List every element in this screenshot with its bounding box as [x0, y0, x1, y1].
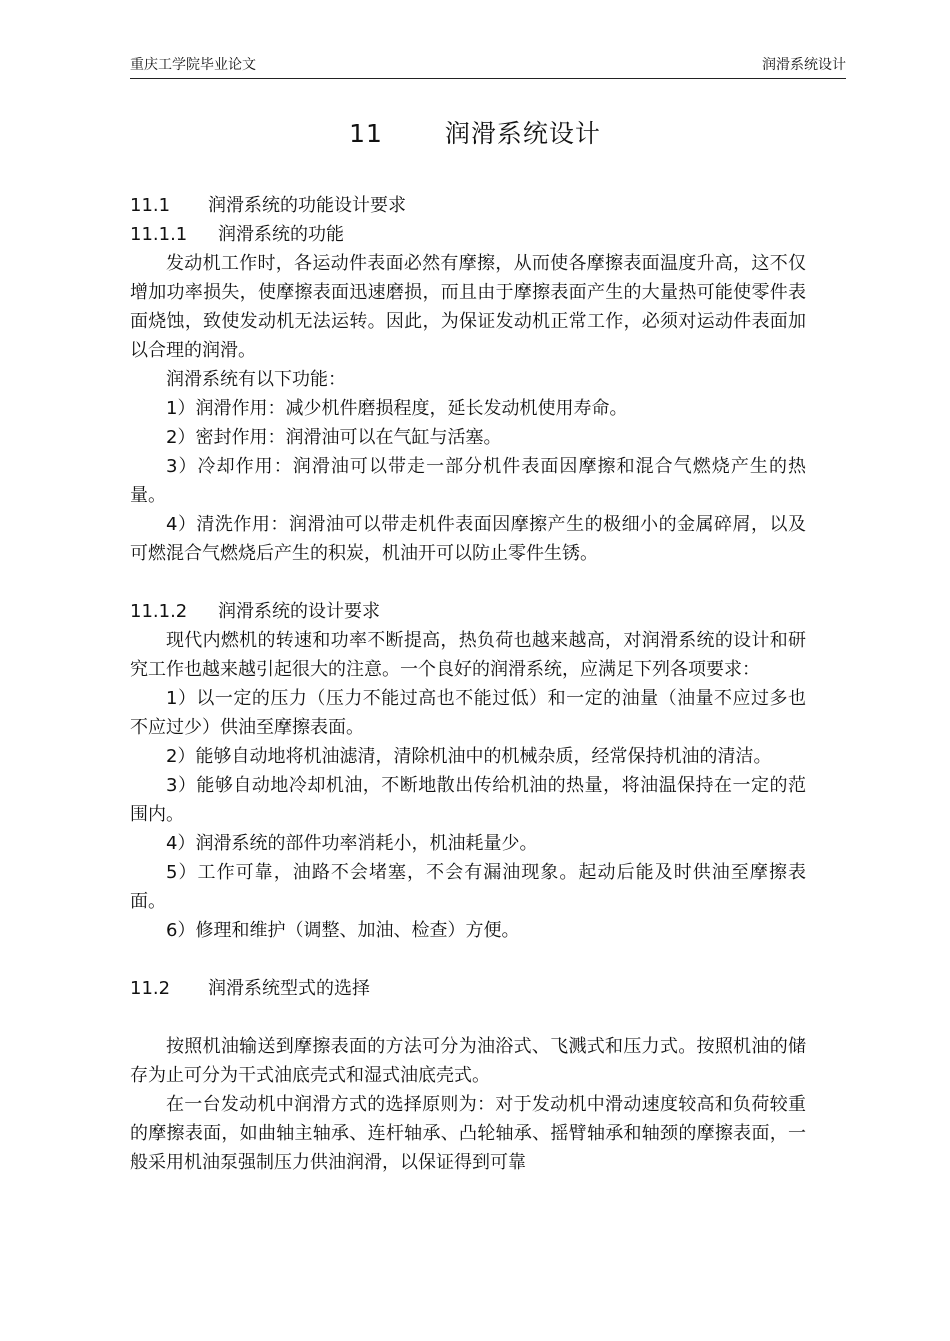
paragraph: 现代内燃机的转速和功率不断提高，热负荷也越来越高，对润滑系统的设计和研究工作也越来越引起很大的注意。一个良好的润滑系统，应满足下列各项要求：	[130, 630, 806, 680]
header-right-text: 润滑系统设计	[762, 57, 846, 73]
list-item: 4）清洗作用：润滑油可以带走机件表面因摩擦产生的极细小的金属碎屑，以及可燃混合气燃烧后产生的积炭，机油开可以防止零件生锈。	[130, 514, 806, 564]
list-item: 1）润滑作用：减少机件磨损程度，延长发动机使用寿命。	[166, 398, 628, 419]
list-item: 4）润滑系统的部件功率消耗小，机油耗量少。	[166, 833, 538, 854]
list-item: 3）冷却作用：润滑油可以带走一部分机件表面因摩擦和混合气燃烧产生的热量。	[130, 456, 806, 506]
subsection-number: 11.1.2	[130, 601, 188, 622]
spacer	[130, 945, 806, 974]
section-number: 11.1	[130, 195, 171, 216]
section-number: 11.2	[130, 978, 171, 999]
subsection-heading-11-1-1	[130, 220, 806, 249]
list-item: 3）能够自动地冷却机油，不断地散出传给机油的热量，将油温保持在一定的范围内。	[130, 775, 806, 825]
paragraph: 润滑系统有以下功能：	[166, 369, 346, 390]
subsection-title: 润滑系统的设计要求	[218, 601, 380, 622]
chapter-number: 11	[349, 119, 383, 148]
list-item: 6）修理和维护（调整、加油、检查）方便。	[166, 920, 520, 941]
body-content	[130, 191, 806, 1177]
list-item: 5）工作可靠，油路不会堵塞，不会有漏油现象。起动后能及时供油至摩擦表面。	[130, 862, 806, 912]
list-item: 1）以一定的压力（压力不能过高也不能过低）和一定的油量（油量不应过多也不应过少）供油至摩擦表面。	[130, 688, 806, 738]
paragraph: 按照机油输送到摩擦表面的方法可分为油浴式、飞溅式和压力式。按照机油的储存为止可分为干式油底壳式和湿式油底壳式。	[130, 1036, 806, 1086]
header-left-text: 重庆工学院毕业论文	[130, 57, 256, 73]
chapter-title-text: 润滑系统设计	[444, 119, 601, 148]
list-item: 2）密封作用：润滑油可以在气缸与活塞。	[166, 427, 502, 448]
paragraph: 发动机工作时，各运动件表面必然有摩擦，从而使各摩擦表面温度升高，这不仅增加功率损失，使摩擦表面迅速磨损，而且由于摩擦表面产生的大量热可能使零件表面烧蚀，致使发动机无法运转。因此，为保证发动机正常工作，必须对运动件表面加以合理的润滑。	[130, 253, 806, 361]
subsection-heading-11-1-2	[130, 597, 806, 626]
section-title: 润滑系统的功能设计要求	[208, 195, 406, 216]
subsection-title: 润滑系统的功能	[218, 224, 344, 245]
list-item: 2）能够自动地将机油滤清，清除机油中的机械杂质，经常保持机油的清洁。	[166, 746, 772, 767]
chapter-title	[0, 118, 950, 150]
section-heading-11-2	[130, 974, 806, 1003]
subsection-number: 11.1.1	[130, 224, 188, 245]
paragraph: 在一台发动机中润滑方式的选择原则为：对于发动机中滑动速度较高和负荷较重的摩擦表面，如曲轴主轴承、连杆轴承、凸轮轴承、摇臂轴承和轴颈的摩擦表面，一般采用机油泵强制压力供油润滑，以保证得到可靠	[130, 1094, 806, 1173]
section-heading-11-1	[130, 191, 806, 220]
spacer	[130, 568, 806, 597]
spacer	[130, 1003, 806, 1032]
section-title: 润滑系统型式的选择	[208, 978, 370, 999]
running-header	[130, 54, 846, 79]
